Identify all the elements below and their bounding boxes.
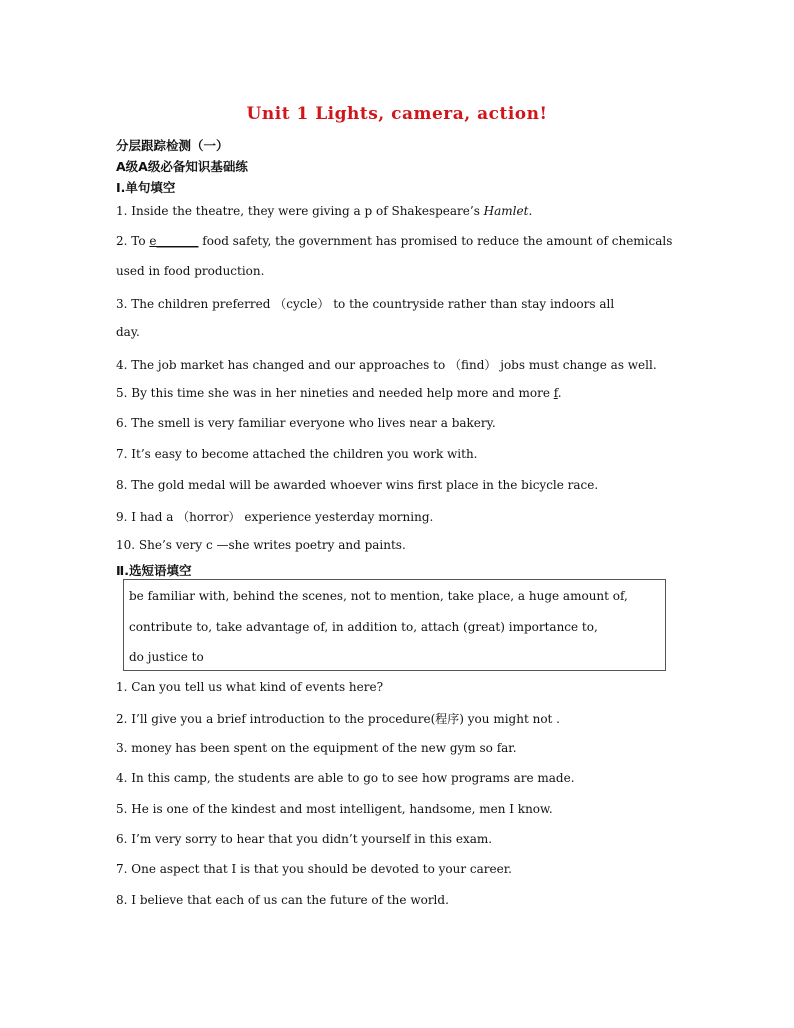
blank-hint: e_______	[149, 234, 199, 248]
exercise-line: 3. The children preferred （cycle） to the countryside rather than stay indoors all	[116, 297, 615, 311]
exercise-text: 2. To	[116, 234, 150, 248]
exercise-line: 4. The job market has changed and our approaches to （find） jobs must change as well.	[116, 358, 657, 372]
section2-heading: Ⅱ.选短语填空	[116, 563, 192, 578]
exercise-line: 5. He is one of the kindest and most intelligent, handsome, men I know.	[116, 802, 553, 816]
exercise-line: 9. I had a （horror） experience yesterday morning.	[116, 510, 434, 524]
exercise-line: 10. She’s very c —she writes poetry and paints.	[116, 538, 406, 552]
exercise-line	[116, 386, 562, 400]
exercise-line: 7. One aspect that I is that you should be devoted to your career.	[116, 862, 512, 876]
exercise-line: day.	[116, 325, 140, 339]
exercise-line: 7. It’s easy to become attached the children you work with.	[116, 447, 478, 461]
section1-heading: Ⅰ.单句填空	[116, 180, 176, 195]
exercise-line	[116, 234, 672, 248]
exercise-line: 3. money has been spent on the equipment of the new gym so far.	[116, 741, 517, 755]
exercise-line: 6. The smell is very familiar everyone who lives near a bakery.	[116, 416, 496, 430]
phrase-box	[123, 579, 666, 671]
phrase-list-line: be familiar with, behind the scenes, not to mention, take place, a huge amount of,	[129, 589, 628, 603]
exercise-line: 6. I’m very sorry to hear that you didn’t yourself in this exam.	[116, 832, 493, 846]
emphasis-text: Hamlet	[483, 204, 529, 218]
exercise-line: 1. Can you tell us what kind of events here?	[116, 680, 384, 694]
exercise-text: 1. Inside the theatre, they were giving a p of Shakespeare’s	[116, 204, 484, 218]
page-title: Unit 1 Lights, camera, action!	[246, 104, 548, 124]
exercise-line: used in food production.	[116, 264, 265, 278]
blank-hint: f	[553, 386, 558, 400]
exercise-line: 4. In this camp, the students are able to go to see how programs are made.	[116, 771, 575, 785]
subtitle: 分层跟踪检测（一）	[116, 138, 229, 153]
exercise-line: 8. The gold medal will be awarded whoever wins first place in the bicycle race.	[116, 478, 599, 492]
phrase-list-line: do justice to	[129, 650, 204, 664]
exercise-text: .	[557, 386, 562, 400]
level-heading: A级A级必备知识基础练	[116, 159, 248, 174]
phrase-list-line: contribute to, take advantage of, in addition to, attach (great) importance to,	[129, 620, 598, 634]
exercise-text: food safety, the government has promised to reduce the amount of chemicals	[198, 234, 673, 248]
exercise-text: 5. By this time she was in her nineties and needed help more and more	[116, 386, 554, 400]
exercise-text: .	[528, 204, 533, 218]
exercise-line	[116, 204, 532, 218]
exercise-line: 2. I’ll give you a brief introduction to the procedure(程序) you might not .	[116, 712, 560, 726]
exercise-line: 8. I believe that each of us can the future of the world.	[116, 893, 449, 907]
